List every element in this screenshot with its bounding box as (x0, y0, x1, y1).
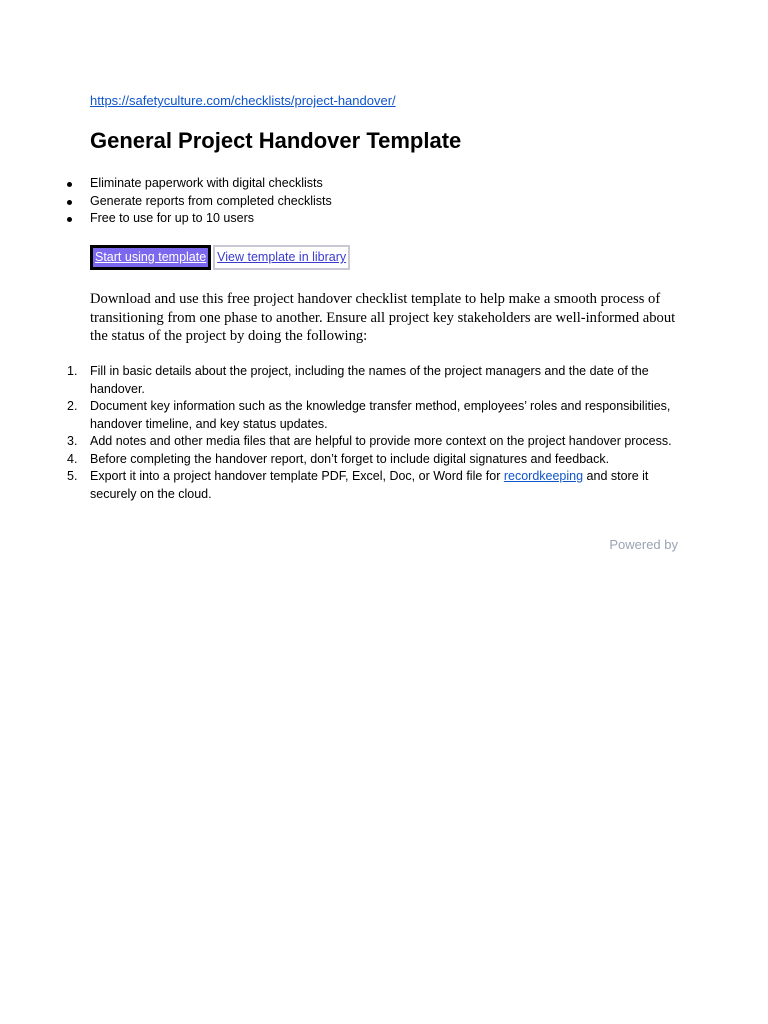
template-actions (90, 245, 350, 270)
step-item (67, 451, 680, 469)
feature-text: Free to use for up to 10 users (90, 211, 254, 225)
step-number: 1. (67, 364, 78, 378)
step-number: 5. (67, 469, 78, 483)
page-title: General Project Handover Template (90, 128, 462, 153)
bullet-icon (67, 200, 72, 205)
view-library-button[interactable]: View template in library (213, 245, 350, 270)
feature-list-item (90, 210, 332, 228)
step-item (67, 363, 680, 398)
feature-list-item (90, 193, 332, 211)
step-item (67, 433, 680, 451)
step-text: Add notes and other media files that are helpful to provide more context on the project handover process. (90, 434, 672, 448)
step-item (67, 398, 680, 433)
feature-list (90, 175, 332, 228)
source-url-link[interactable]: https://safetyculture.com/checklists/project-handover/ (90, 93, 396, 108)
bullet-icon (67, 182, 72, 187)
step-text-after-link: and store it securely on the cloud. (90, 469, 649, 501)
step-text: Before completing the handover report, don’t forget to include digital signatures and feedback. (90, 451, 610, 466)
step-number: 2. (67, 399, 78, 413)
bullet-icon (67, 217, 72, 222)
feature-text: Eliminate paperwork with digital checklists (90, 176, 323, 190)
step-number: 4. (67, 451, 78, 466)
powered-by-label: Powered by (609, 537, 678, 552)
step-item (67, 468, 680, 503)
step-text-before-link: Export it into a project handover template PDF, Excel, Doc, or Word file for (90, 469, 504, 483)
feature-list-item (90, 175, 332, 193)
recordkeeping-link[interactable]: recordkeeping (503, 469, 584, 483)
start-template-button[interactable]: Start using template (90, 245, 211, 270)
intro-paragraph: Download and use this free project handover checklist template to help make a smooth process of transitioning from one phase to another. Ensure all project key stakeholders are well-informed about the status of the project by doing the following: (90, 291, 676, 344)
feature-text: Generate reports from completed checklists (90, 193, 332, 208)
step-text: Document key information such as the knowledge transfer method, employees’ roles and responsibilities, handover timeline, and key status updates. (90, 399, 671, 431)
step-text: Fill in basic details about the project, including the names of the project managers and the date of the handover. (90, 364, 649, 396)
steps-list (67, 363, 680, 503)
step-number: 3. (67, 434, 78, 448)
